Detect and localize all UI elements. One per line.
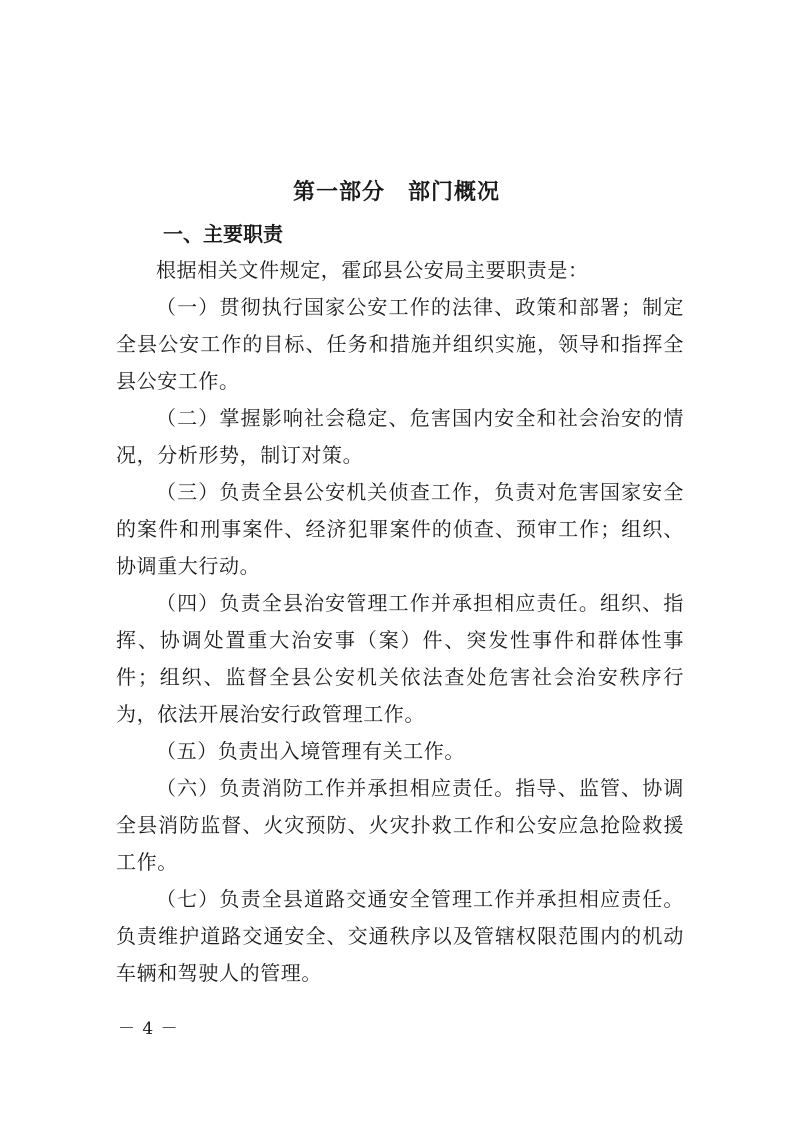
duty-paragraph-5: （五）负责出入境管理有关工作。	[156, 739, 465, 763]
duty-paragraph-7: （七）负责全县道路交通安全管理工作并承担相应责任。负责维护道路交通安全、交通秩序以及管辖权限范围内的机动车辆和驾驶人的管理。	[116, 887, 684, 985]
duty-paragraph-4: （四）负责全县治安管理工作并承担相应责任。组织、指挥、协调处置重大治安事（案）件、突发性事件和群体性事件；组织、监督全县公安机关依法查处危害社会治安秩序行为，依法开展治安行政管理工作。	[116, 591, 684, 726]
section-title: 一、主要职责	[163, 222, 283, 246]
duty-paragraph-6: （六）负责消防工作并承担相应责任。指导、监管、协调全县消防监督、火灾预防、火灾扑救工作和公安应急抢险救援工作。	[116, 776, 684, 874]
body-text	[116, 252, 684, 992]
intro-paragraph: 根据相关文件规定，霍邱县公安局主要职责是：	[156, 258, 589, 282]
duty-paragraph-2: （二）掌握影响社会稳定、危害国内安全和社会治安的情况，分析形势，制订对策。	[116, 406, 684, 467]
duty-paragraph-3: （三）负责全县公安机关侦查工作，负责对危害国家安全的案件和刑事案件、经济犯罪案件的侦查、预审工作；组织、协调重大行动。	[116, 480, 684, 578]
page-number: － 4 －	[118, 1019, 179, 1039]
part-title: 第一部分 部门概况	[292, 180, 500, 205]
duty-paragraph-1: （一）贯彻执行国家公安工作的法律、政策和部署；制定全县公安工作的目标、任务和措施并组织实施，领导和指挥全县公安工作。	[116, 295, 684, 393]
